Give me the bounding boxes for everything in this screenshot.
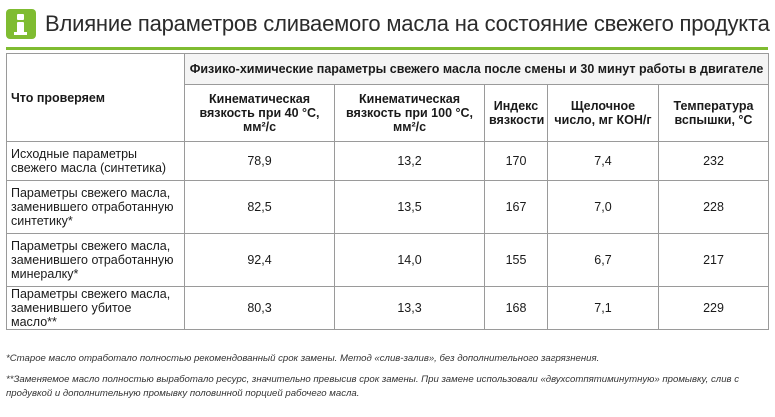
table-cell: 13,3 — [335, 287, 485, 330]
footnotes — [6, 352, 768, 401]
row-header: Что проверяем — [7, 54, 185, 142]
table-cell: 7,0 — [548, 181, 659, 234]
table-row — [7, 181, 769, 234]
table-cell: 80,3 — [185, 287, 335, 330]
table-cell: 217 — [659, 234, 769, 287]
column-header: Индекс вязкости — [485, 85, 548, 142]
column-header: Кинематическая вязкость при 100 °С, мм²/с — [335, 85, 485, 142]
footnote: *Старое масло отработало полностью рекомендованный срок замены. Метод «слив-залив», без дополнительного загрязнения. — [6, 353, 600, 364]
table-cell: 78,9 — [185, 142, 335, 181]
info-icon — [6, 9, 36, 39]
table-row — [7, 234, 769, 287]
table-cell: 14,0 — [335, 234, 485, 287]
table-cell: 168 — [485, 287, 548, 330]
table-cell: 7,4 — [548, 142, 659, 181]
table-cell: 232 — [659, 142, 769, 181]
table-cell: 229 — [659, 287, 769, 330]
table-cell: 92,4 — [185, 234, 335, 287]
row-label: Исходные параметры свежего масла (синтетика) — [7, 142, 185, 181]
group-header: Физико-химические параметры свежего масла после смены и 30 минут работы в двигателе — [185, 54, 769, 85]
row-label: Параметры свежего масла, заменившего отработанную синтетику* — [7, 181, 185, 234]
column-header: Щелочное число, мг КОН/г — [548, 85, 659, 142]
table-cell: 82,5 — [185, 181, 335, 234]
table-cell: 7,1 — [548, 287, 659, 330]
table-row — [7, 287, 769, 330]
table-cell: 170 — [485, 142, 548, 181]
row-label: Параметры свежего масла, заменившего отработанную минералку* — [7, 234, 185, 287]
table-cell: 6,7 — [548, 234, 659, 287]
table-cell: 13,5 — [335, 181, 485, 234]
row-label: Параметры свежего масла, заменившего убитое масло** — [7, 287, 185, 330]
table-cell: 167 — [485, 181, 548, 234]
page-header — [6, 6, 768, 42]
footnote: **Заменяемое масло полностью выработало ресурс, значительно превысив срок замены. При замене использовали «двухсотпятиминутную» промывку, слив с продувкой и дополнительную промывку половинной порцией рабочего масла. — [6, 374, 740, 399]
table-cell: 13,2 — [335, 142, 485, 181]
comparison-table — [6, 53, 769, 330]
title-divider — [6, 47, 768, 50]
column-header: Температура вспышки, °С — [659, 85, 769, 142]
page-title: Влияние параметров сливаемого масла на состояние свежего продукта — [45, 11, 770, 36]
column-header: Кинематическая вязкость при 40 °С, мм²/с — [185, 85, 335, 142]
table-row — [7, 142, 769, 181]
table-cell: 228 — [659, 181, 769, 234]
table-cell: 155 — [485, 234, 548, 287]
